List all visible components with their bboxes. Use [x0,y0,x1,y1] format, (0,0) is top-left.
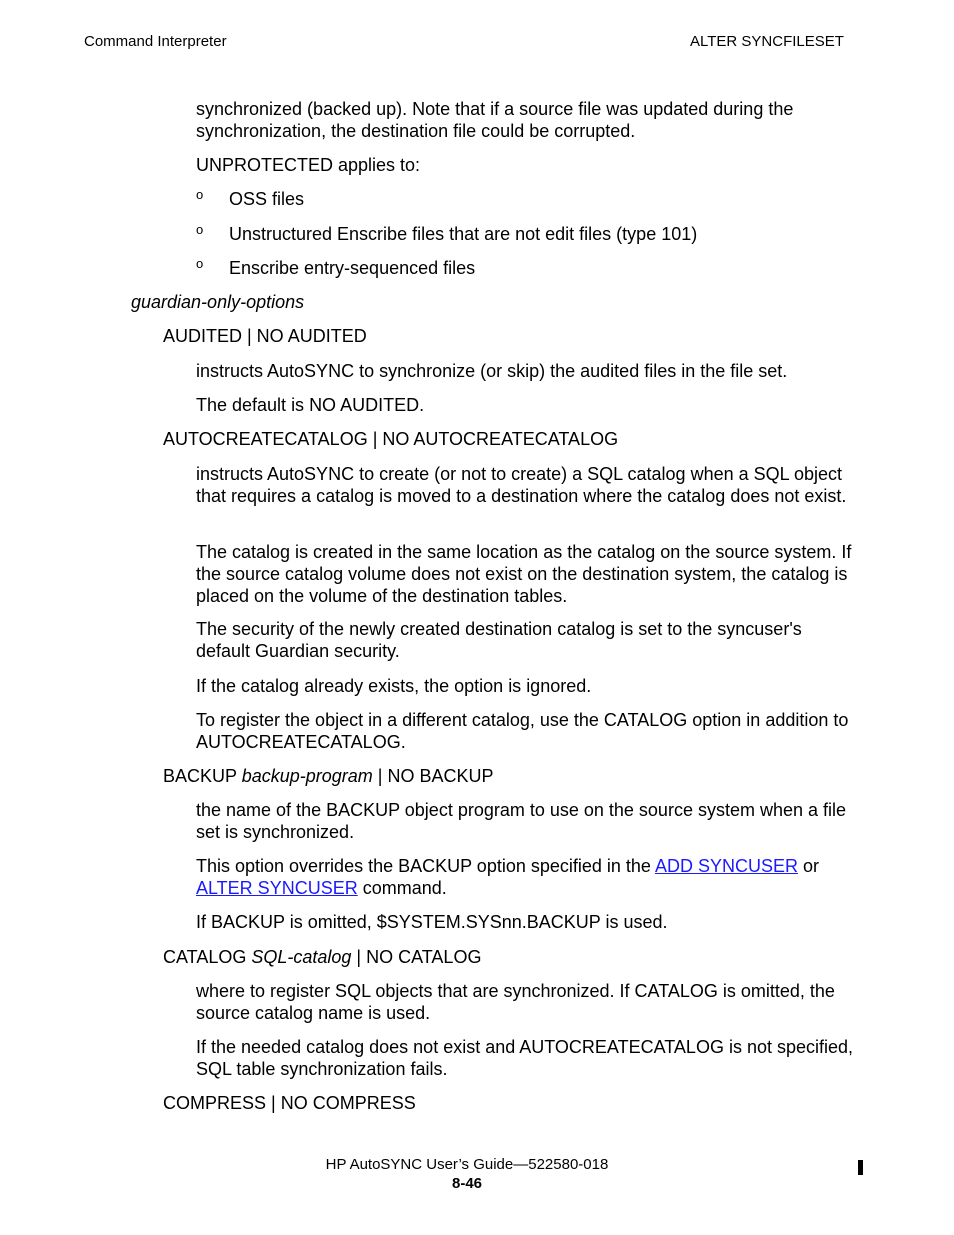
backup-keyword: BACKUP [163,766,242,786]
paragraph-backup-override [196,855,819,877]
list-item-label: Enscribe entry-sequenced files [229,258,476,278]
option-heading-autocreatecatalog: AUTOCREATECATALOG | NO AUTOCREATECATALOG [163,429,619,449]
paragraph-autocreate-description: instructs AutoSYNC to create (or not to create) a SQL catalog when a SQL object that requires a catalog is moved to a destination where the catalog does not exist. [196,464,847,506]
bullet-circle-icon: o [196,187,204,202]
paragraph-unprotected: UNPROTECTED applies to: [196,155,421,175]
backup-program-param: backup-program [241,766,373,786]
change-bar [858,1160,863,1175]
alter-syncuser-link[interactable]: ALTER SYNCUSER [196,878,358,898]
list-item-label: OSS files [229,189,305,209]
list-item [0,222,954,252]
footer-title: HP AutoSYNC User’s Guide—522580-018 [325,1156,609,1173]
list-item [0,256,954,286]
list-item-label: Unstructured Enscribe files that are not edit files (type 101) [229,224,698,244]
page-number: 8-46 [451,1175,483,1192]
list-item [0,187,954,217]
paragraph-autocreate-register: To register the object in a different catalog, use the CATALOG option in addition to AUTOCREATECATALOG. [196,710,849,752]
command-text: command. [357,878,447,898]
running-header-right: ALTER SYNCFILESET [690,33,844,50]
option-heading-catalog [163,946,481,968]
override-or-text: or [797,856,819,876]
option-heading-compress: COMPRESS | NO COMPRESS [163,1093,416,1113]
no-catalog-keyword: | NO CATALOG [351,947,482,967]
paragraph-backup-omitted: If BACKUP is omitted, $SYSTEM.SYSnn.BACKUP is used. [196,912,668,932]
override-text: This option overrides the BACKUP option specified in the [196,856,655,876]
paragraph-audited-default: The default is NO AUDITED. [196,395,425,415]
paragraph-synchronized: synchronized (backed up). Note that if a source file was updated during the synchronization, the destination file could be corrupted. [196,99,794,141]
option-heading-backup [163,765,493,787]
paragraph-catalog-fails: If the needed catalog does not exist and AUTOCREATECATALOG is not specified, SQL table synchronization fails. [196,1037,854,1079]
paragraph-autocreate-location: The catalog is created in the same location as the catalog on the source system. If the source catalog volume does not exist on the destination system, the catalog is placed on the volume of the destination tables. [196,542,852,606]
add-syncuser-link[interactable]: ADD SYNCUSER [654,856,798,876]
section-heading-guardian-only-options: guardian-only-options [131,292,305,312]
sql-catalog-param: SQL-catalog [251,947,352,967]
paragraph-backup-description: the name of the BACKUP object program to use on the source system when a file set is synchronized. [196,800,847,842]
bullet-circle-icon: o [196,256,204,271]
option-heading-audited: AUDITED | NO AUDITED [163,326,367,346]
no-backup-keyword: | NO BACKUP [372,766,494,786]
paragraph-audited-description: instructs AutoSYNC to synchronize (or skip) the audited files in the file set. [196,361,788,381]
bullet-circle-icon: o [196,222,204,237]
catalog-keyword: CATALOG [163,947,252,967]
paragraph-backup-override-line2 [196,877,447,899]
running-header-left: Command Interpreter [84,33,227,50]
paragraph-autocreate-exists: If the catalog already exists, the option is ignored. [196,676,592,696]
paragraph-catalog-description: where to register SQL objects that are synchronized. If CATALOG is omitted, the source catalog name is used. [196,981,835,1023]
paragraph-autocreate-security: The security of the newly created destination catalog is set to the syncuser's default Guardian security. [196,619,802,661]
